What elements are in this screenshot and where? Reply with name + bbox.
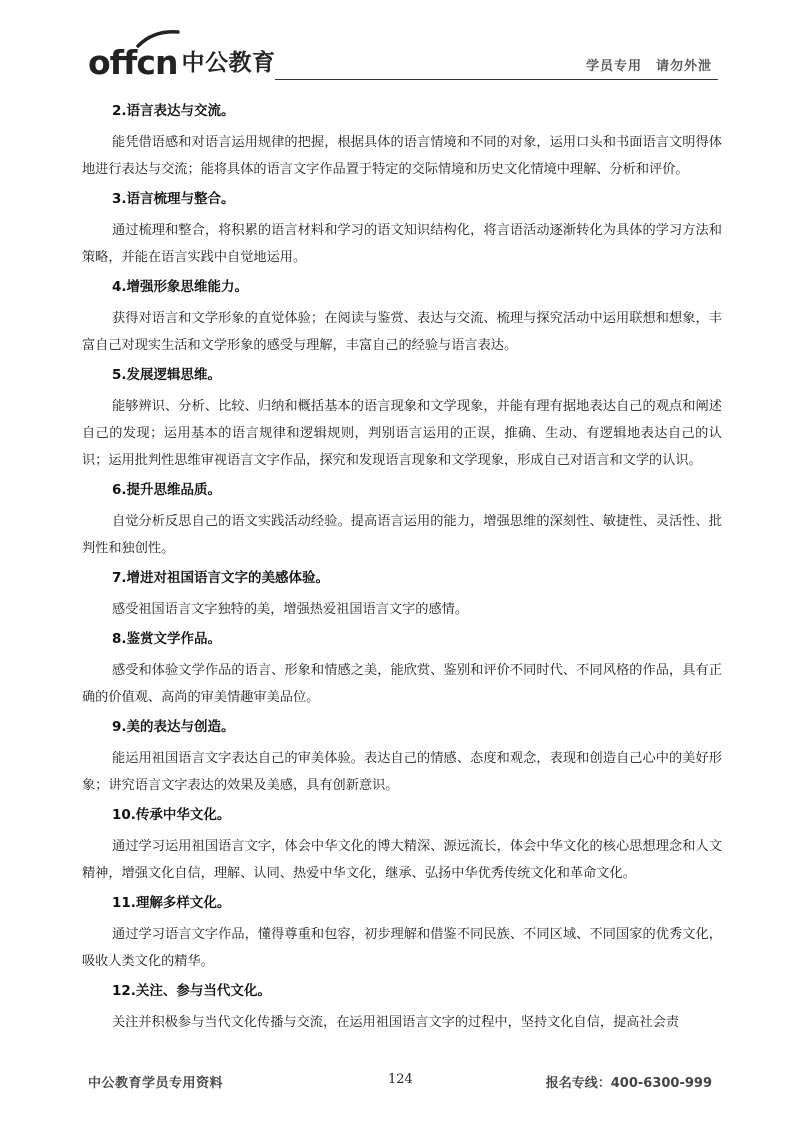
section-paragraph: 通过梳理和整合，将积累的语言材料和学习的语文知识结构化，将言语活动逐渐转化为具体的学习方法和策略，并能在语言实践中自觉地运用。 xyxy=(82,223,722,265)
section-heading: 3.语言梳理与整合。 xyxy=(112,191,235,207)
page-number: 124 xyxy=(388,1072,413,1087)
section-paragraph: 能凭借语感和对语言运用规律的把握，根据具体的语言情境和不同的对象，运用口头和书面语言文明得体地进行表达与交流；能将具体的语言文字作品置于特定的交际情境和历史文化情境中理解、分析和评价。 xyxy=(82,135,722,177)
section-paragraph: 能运用祖国语言文字表达自己的审美体验。表达自己的情感、态度和观念，表现和创造自己心中的美好形象；讲究语言文字表达的效果及美感，具有创新意识。 xyxy=(82,751,722,793)
section-heading: 6.提升思维品质。 xyxy=(112,482,222,498)
section-heading: 4.增强形象思维能力。 xyxy=(112,279,249,295)
logo-swoosh-icon xyxy=(136,28,180,48)
section xyxy=(82,481,722,562)
header-notice: 学员专用 请勿外泄 xyxy=(585,59,712,74)
header-divider xyxy=(275,79,718,80)
section xyxy=(82,102,722,183)
section-heading: 11.理解多样文化。 xyxy=(112,895,231,911)
page-header xyxy=(88,36,718,82)
section-paragraph: 获得对语言和文学形象的直觉体验；在阅读与鉴赏、表达与交流、梳理与探究活动中运用联想和想象，丰富自己对现实生活和文学形象的感受与理解，丰富自己的经验与语言表达。 xyxy=(82,311,722,353)
section xyxy=(82,366,722,474)
footer-label: 中公教育学员专用资料 xyxy=(88,1076,224,1091)
page-footer xyxy=(88,1072,718,1092)
section xyxy=(82,278,722,359)
section xyxy=(82,806,722,887)
section-paragraph: 能够辨识、分析、比较、归纳和概括基本的语言现象和文学现象，并能有理有据地表达自己的观点和阐述自己的发现；运用基本的语言规律和逻辑规则，判别语言运用的正误，推确、生动、有逻辑地表达自己的认识；运用批判性思维审视语言文字作品，探究和发现语言现象和文学现象，形成自己对语言和文学的认识。 xyxy=(82,399,722,468)
section-paragraph: 通过学习运用祖国语言文字，体会中华文化的博大精深、源远流长，体会中华文化的核心思想理念和人文精神，增强文化自信，理解、认同、热爱中华文化，继承、弘扬中华优秀传统文化和革命文化。 xyxy=(82,839,722,881)
section-heading: 8.鉴赏文学作品。 xyxy=(112,631,222,647)
section xyxy=(82,569,722,623)
section-paragraph: 感受祖国语言文字独特的美，增强热爱祖国语言文字的感情。 xyxy=(112,602,469,617)
section xyxy=(82,718,722,799)
section-paragraph: 自觉分析反思自己的语文实践活动经验。提高语言运用的能力，增强思维的深刻性、敏捷性、灵活性、批判性和独创性。 xyxy=(82,514,722,556)
section-heading: 12.关注、参与当代文化。 xyxy=(112,983,271,999)
section xyxy=(82,894,722,975)
section-heading: 10.传承中华文化。 xyxy=(112,807,231,823)
section-heading: 7.增进对祖国语言文字的美感体验。 xyxy=(112,570,330,586)
section-paragraph: 通过学习语言文字作品，懂得尊重和包容，初步理解和借鉴不同民族、不同区域、不同国家的优秀文化，吸收人类文化的精华。 xyxy=(82,927,722,969)
offcn-logo xyxy=(88,36,275,82)
section-paragraph: 关注并积极参与当代文化传播与交流，在运用祖国语言文字的过程中，坚持文化自信，提高社会责 xyxy=(112,1015,680,1030)
section xyxy=(82,630,722,711)
document-body xyxy=(82,95,722,1038)
section xyxy=(82,982,722,1036)
logo-chinese-text: 中公教育 xyxy=(181,50,276,76)
section-paragraph: 感受和体验文学作品的语言、形象和情感之美，能欣赏、鉴别和评价不同时代、不同风格的作品，具有正确的价值观、高尚的审美情趣审美品位。 xyxy=(82,663,722,705)
logo-wordmark: offcn xyxy=(88,43,178,82)
section-heading: 2.语言表达与交流。 xyxy=(112,103,235,119)
footer-hotline: 报名专线：400-6300-999 xyxy=(545,1076,712,1091)
section-heading: 5.发展逻辑思维。 xyxy=(112,367,222,383)
section-heading: 9.美的表达与创造。 xyxy=(112,719,235,735)
section xyxy=(82,190,722,271)
